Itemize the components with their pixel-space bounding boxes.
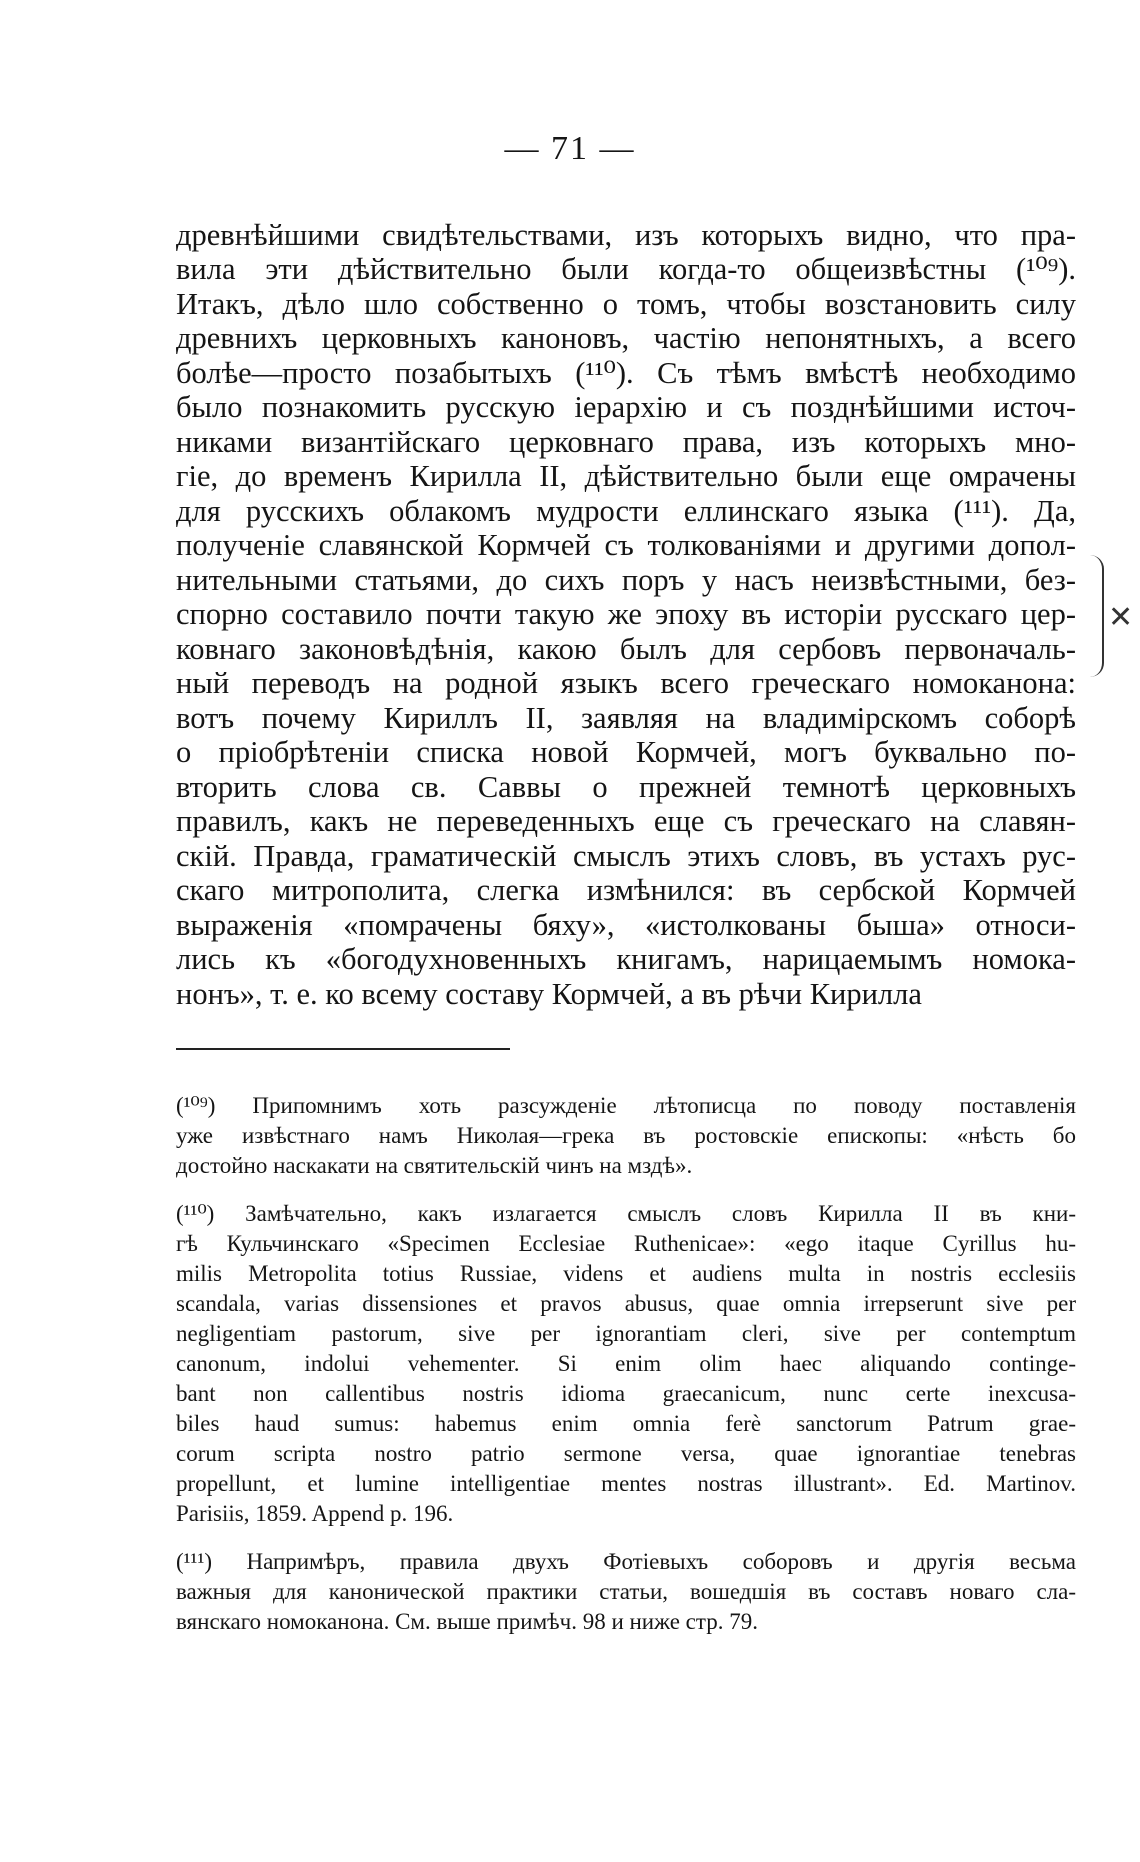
body-line: вила эти дѣйствительно были когда-то общеизвѣстны (¹⁰⁹). xyxy=(176,252,1076,286)
footnote-line: biles haud sumus: habemus enim omnia ferè sanctorum Patrum grae- xyxy=(176,1411,1076,1436)
footnote-line: bant non callentibus nostris idioma graecanicum, nunc certe inexcusa- xyxy=(176,1381,1076,1406)
footnote-line: corum scripta nostro patrio sermone versa, quae ignorantiae tenebras xyxy=(176,1441,1076,1466)
body-line: ковнаго законовѣдѣнія, какою былъ для сербовъ первоначаль- xyxy=(176,632,1076,666)
footnote-line: (¹¹¹) Напримѣръ, правила двухъ Фотіевыхъ соборовъ и другія весьма xyxy=(176,1549,1076,1574)
footnote-line: negligentiam pastorum, sive per ignorantiam cleri, sive per contemptum xyxy=(176,1321,1076,1346)
footnote-line: вянскаго номоканона. См. выше примѣч. 98 и ниже стр. 79. xyxy=(176,1609,758,1634)
body-line: вотъ почему Кириллъ II, заявляя на владимірскомъ соборѣ xyxy=(176,701,1076,735)
footnote-line: canonum, indolui vehementer. Si enim olim haec aliquando continge- xyxy=(176,1351,1076,1376)
body-line: для русскихъ облакомъ мудрости еллинскаго языка (¹¹¹). Да, xyxy=(176,494,1076,528)
page-number: — 71 — xyxy=(504,130,636,167)
body-line: никами византійскаго церковнаго права, изъ которыхъ мно- xyxy=(176,425,1076,459)
body-line: спорно составило почти такую же эпоху въ исторіи русскаго цер- xyxy=(176,597,1076,631)
body-line: скій. Правда, граматическій смыслъ этихъ словъ, въ устахъ рус- xyxy=(176,839,1076,873)
footnote-line: Parisiis, 1859. Append p. 196. xyxy=(176,1501,454,1526)
margin-bracket-mark xyxy=(1088,555,1104,677)
footnote-line: уже извѣстнаго намъ Николая—грека въ ростовскіе епископы: «нѣсть бо xyxy=(176,1123,1076,1148)
body-line: было познакомить русскую іерархію и съ позднѣйшими источ- xyxy=(176,390,1076,424)
body-line: древнихъ церковныхъ каноновъ, частію непонятныхъ, а всего xyxy=(176,321,1076,355)
footnote-line: milis Metropolita totius Russiae, videns et audiens multa in nostris ecclesiis xyxy=(176,1261,1076,1286)
footnote-line: (¹⁰⁹) Припомнимъ хоть разсужденіе лѣтописца по поводу поставленія xyxy=(176,1093,1076,1118)
body-line: древнѣйшими свидѣтельствами, изъ которыхъ видно, что пра- xyxy=(176,218,1076,252)
footnote-line: propellunt, et lumine intelligentiae mentes nostras illustrant». Ed. Martinov. xyxy=(176,1471,1076,1496)
footnote-line: (¹¹⁰) Замѣчательно, какъ излагается смыслъ словъ Кирилла II въ кни- xyxy=(176,1201,1076,1226)
margin-cross-mark: ✕ xyxy=(1108,601,1134,634)
body-line: вторить слова св. Саввы о прежней темнотѣ церковныхъ xyxy=(176,770,1076,804)
body-line: лись къ «богодухновенныхъ книгамъ, нарицаемымъ номока- xyxy=(176,942,1076,976)
body-line: гіе, до временъ Кирилла II, дѣйствительно были еще омрачены xyxy=(176,459,1076,493)
body-line: правилъ, какъ не переведенныхъ еще съ греческаго на славян- xyxy=(176,804,1076,838)
footnote-rule xyxy=(176,1048,510,1050)
body-line: выраженія «помрачены бяху», «истолкованы быша» относи- xyxy=(176,908,1076,942)
body-line: болѣе—просто позабытыхъ (¹¹⁰). Съ тѣмъ вмѣстѣ необходимо xyxy=(176,356,1076,390)
body-line: о пріобрѣтеніи списка новой Кормчей, могъ буквально по- xyxy=(176,735,1076,769)
body-line: полученіе славянской Кормчей съ толкованіями и другими допол- xyxy=(176,528,1076,562)
body-line: Итакъ, дѣло шло собственно о томъ, чтобы возстановить силу xyxy=(176,287,1076,321)
body-line: скаго митрополита, слегка измѣнился: въ сербской Кормчей xyxy=(176,873,1076,907)
footnote-line: scandala, varias dissensiones et pravos abusus, quae omnia irrepserunt sive per xyxy=(176,1291,1076,1316)
footnote-line: гѣ Кульчинскаго «Specimen Ecclesiae Ruthenicae»: «ego itaque Cyrillus hu- xyxy=(176,1231,1076,1256)
body-line: нонъ», т. е. ко всему составу Кормчей, а въ рѣчи Кирилла xyxy=(176,977,922,1011)
footnote-line: важныя для канонической практики статьи, вошедшія въ составъ новаго сла- xyxy=(176,1579,1076,1604)
footnote-line: достойно наскакати на святительскій чинъ на мздѣ». xyxy=(176,1153,693,1178)
body-line: ный переводъ на родной языкъ всего греческаго номоканона: xyxy=(176,666,1076,700)
body-line: нительными статьями, до сихъ поръ у насъ неизвѣстными, без- xyxy=(176,563,1076,597)
